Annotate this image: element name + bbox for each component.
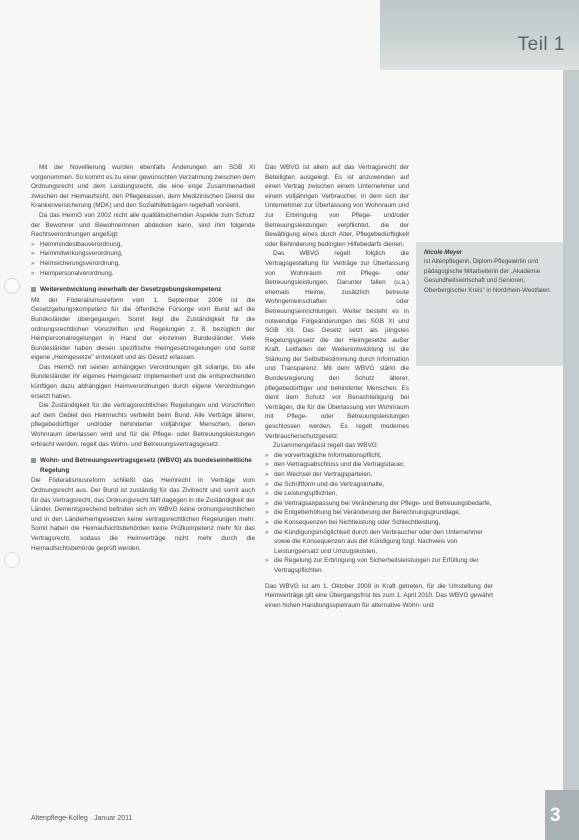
list-item: » Heimmindestbauverordnung, xyxy=(31,240,123,248)
list-item: » die Leistungspflichten, xyxy=(265,490,338,498)
bullet-icon: » xyxy=(265,480,269,488)
author-name: Nicole Meyer xyxy=(424,249,463,256)
paragraph: Das WBVG ist allein auf das Vertragsrecht der Beteiligten ausgelegt. Es ist anzuwenden auf einen Vertrag zwischen einem Unternehmer und einem volljährigen Verbraucher, in dem sich der Unternehmer zur Überlassung von Wohnraum und zur Erbringung von Pflege- und/oder Betreuungsleistungen verpflichtet, die der Bewältigung eines durch Alter, Pflegebedürftigkeit oder Behinderung bedingten Hilfebedarfs dienen. xyxy=(265,164,409,248)
list-item: » die Schriftform und die Vertragsinhalte, xyxy=(265,480,385,488)
list-item: » die vorvertragliche Informationspflicht, xyxy=(265,451,382,459)
list-item: » Heimmitwirkungsverordnung, xyxy=(31,250,123,258)
square-bullet-icon xyxy=(31,458,36,463)
paragraph: Mit der Föderalismusreform vom 1. September 2006 ist die Gesetzgebungskompetenz für die öffentliche Fürsorge vom Bund auf die Bundesländer übergegangen. Somit liegt die Zuständigkeit für die ordnungsrechtlichen Vorschriften und Regelungen z. B. bezüglich der Heimpersonalregelungen in Hand der einzelnen Bundesländer. Viele Bundesländer haben diesen spezifische Heimgesetzregelungen und somit eigene „Heimgesetze" entwickelt und als Gesetz erlassen. xyxy=(31,296,255,362)
list-item: » die Vertragsanpassung bei Veränderung der Pflege- und Betreuungsbedarfe, xyxy=(265,499,492,507)
bullet-icon: » xyxy=(31,259,35,267)
section-heading-1: Weiterentwicklung innerhalb der Gesetzgebungskompetenz xyxy=(31,285,255,295)
list-item: » Heimsicherungsverordnung, xyxy=(31,259,120,267)
chapter-header-band xyxy=(380,0,579,70)
author-description: ist Altenpflegerin, Diplom-Pflegewirtin und pädagogische Mitarbeiterin der „Akademie Gesundheitswirtschaft und Senioren, Oberbergischer Kreis" in Nordrhein-Westfalen. xyxy=(424,258,552,294)
wbvg-rules-list xyxy=(265,451,493,576)
paragraph: Das WBVG ist am 1. Oktober 2009 in Kraft getreten, für die Umstellung der Heimverträge gilt eine Übergangsfrist bis zum 1. April 2010. Das WBVG gewährt einen hohen Handlungsspielraum für alternative Wohn- und xyxy=(265,582,493,609)
list-item: » die Konsequenzen bei Nichtleistung oder Schlechtleistung, xyxy=(265,518,441,526)
bullet-icon: » xyxy=(265,499,269,507)
paragraph: Die Zuständigkeit für die vertragsrechtlichen Regelungen und Vorschriften auf dem Gebiet des Heimrechts verbleibt beim Bund. Alle Verträge älterer, pflegebedürftiger und/oder behinderter volljähriger Menschen, deren Wohnraum überlassen wird und für die Pflege- oder Betreuungsleistungen erbracht werden, regelt das Wohn- und Betreuungsvertragsgesetz. xyxy=(31,402,255,448)
list-item: » Heimpersonalverordnung. xyxy=(31,269,114,277)
paragraph: Die Föderalismusreform schließt das Heimrecht in Verträge vom Ordnungsrecht aus. Der Bund ist zuständig für das Zivilrecht und somit auch für das Vertragsrecht, das Ordnungsrecht fällt dagegen in die Zuständigkeit der Länder. Dementsprechend befinden sich im WBVG keine ordnungsrechtlichen und in den Länderheimgesetzen keine vertragsrechtlichen Regelungen mehr. Somit haben die Heimaufsichtsbehörden keine Prüfkompetenz mehr für das Vertragsrecht, sodass die Heimverträge nicht mehr durch die Heimaufsichtsbehörde geprüft werden. xyxy=(31,477,255,552)
list-item: » die Kündigungsmöglichkeit durch den Verbraucher oder den Unternehmer sowie die Konsequenzen aus der Kündigung bzgl. Nachweis von Leistungsersatz und Umzugskosten, xyxy=(265,528,483,555)
right-column xyxy=(265,163,493,610)
list-item: » die Entgelterhöhung bei Veränderung der Berechnungsgrundlage, xyxy=(265,509,461,517)
square-bullet-icon xyxy=(31,287,36,292)
punch-hole-top xyxy=(4,278,20,294)
bullet-icon: » xyxy=(31,269,35,277)
list-item: » die Regelung zur Erbringung von Sicherheitsleistungen zur Erfüllung der Vertragspflichten. xyxy=(265,557,479,574)
paragraph: Zusammengefasst regelt das WBVG: xyxy=(273,442,379,450)
part-title: Teil 1 xyxy=(517,34,565,55)
footer-publication: Altenpflege-Kolleg · Januar 2011 xyxy=(31,815,133,822)
bullet-icon: » xyxy=(265,461,269,469)
bullet-icon: » xyxy=(265,518,269,526)
bullet-icon: » xyxy=(265,557,269,565)
left-column xyxy=(31,163,255,553)
bullet-icon: » xyxy=(265,471,269,478)
bullet-icon: » xyxy=(31,240,35,248)
paragraph: Das HeimG mit seinen anhängigen Verordnungen gilt solange, bis alle Bundesländer ihr eigenes Heimgesetz implementiert und die entsprechenden künftigen dazu abhängigen Heimverordnungen durch eigene Verordnungen ersetzt haben. xyxy=(31,363,255,400)
page-number: 3 xyxy=(550,805,561,826)
regulation-list xyxy=(31,240,255,278)
list-item: » den Vertragsabschluss und die Vertragsdauer, xyxy=(265,461,405,469)
right-margin-strip xyxy=(563,70,579,790)
punch-hole-bottom xyxy=(4,552,20,568)
list-item: » den Wechsel der Vertragsparteien, xyxy=(265,471,373,478)
section-heading-2: Wohn- und Betreuungsvertragsgesetz (WBVG) als bundeseinheitliche Regelung xyxy=(31,456,255,475)
bullet-icon: » xyxy=(265,528,269,536)
author-info xyxy=(424,248,552,295)
paragraph: Da das HeimG von 2002 nicht alle qualitätsichernden Aspekte zum Schutz der Bewohner und Bewohnerinnen abdecken kann, sind ihm folgende Rechtsverordnungen angefügt: xyxy=(31,211,255,239)
paragraph: Mit der Novellierung wurden ebenfalls Änderungen am SGB XI vorgenommen. So kommt es zu einer gewünschten Verzahnung zwischen dem Ordnungsrecht und dem Leistungsrecht, die eine enge Zusammenarbeit zwischen der Heimaufsicht, den Pflegekassen, dem Medizinischen Dienst der Krankenversicherung (MDK) und den Sozialhilfeträgern regelhaft vorsieht. xyxy=(31,164,255,210)
bullet-icon: » xyxy=(265,509,269,517)
bullet-icon: » xyxy=(265,490,269,498)
paragraph: Das WBVG regelt folglich die Vertragsgestaltung für Verträge zur Überlassung von Wohnraum mit Pflege- oder Betreuungsleistungen. Darunter fallen (u.a.) ehemals Heime, zusätzlich betreute Wohngemeinschaften oder Betreuungseinrichtungen. Weiter besteht es in notwendige Folgeänderungen des SGB XI und SGB XII. Das Gesetz setzt als jüngstes Regelungsgesetz die der Heimgesetze außer Kraft. Leitfaden der Weiterentwicklung ist die Stärkung der Selbstbestimmung durch Information und Transparenz. Mit dem WBVG stärkt die Bundesregierung den Schutz älterer, pflegebedürftiger und behinderter Menschen. Es dient dem Schutz vor Benachteiligung bei Verträgen, die für die Überlassung von Wohnraum mit Pflege- oder Betreuungsleistungen geschlossen werden. Es regelt modernes Verbraucherschutzgesetz. xyxy=(265,250,409,440)
bullet-icon: » xyxy=(265,451,269,459)
bullet-icon: » xyxy=(31,250,35,258)
